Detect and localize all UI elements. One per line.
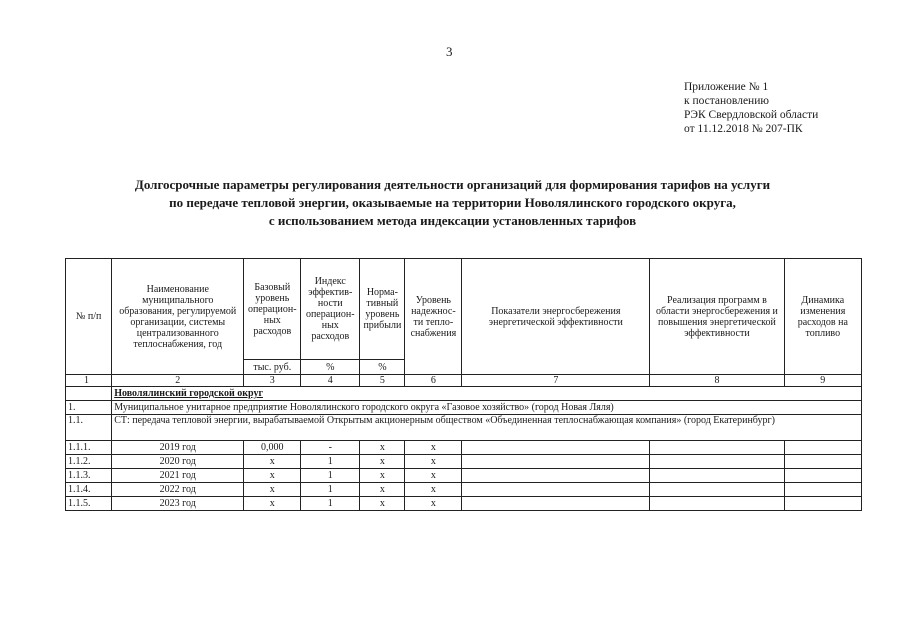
- col-number: 9: [784, 375, 861, 387]
- system-row: [66, 415, 862, 441]
- row-index: 1: [301, 497, 360, 511]
- row-reliability: x: [405, 441, 462, 455]
- system-num: 1.1.: [66, 415, 112, 441]
- col-number: 2: [112, 375, 244, 387]
- document-title: [60, 176, 845, 230]
- table-row: [66, 497, 862, 511]
- row-year: 2021 год: [112, 469, 244, 483]
- title-line: с использованием метода индексации установленных тарифов: [268, 213, 637, 228]
- row-index: 1: [301, 483, 360, 497]
- header-program: Реализация программ в области энергосбережения и повышения энергетической эффективности: [650, 259, 784, 375]
- row-index: -: [301, 441, 360, 455]
- row-norm: x: [360, 455, 405, 469]
- unit-index: %: [301, 360, 360, 375]
- table-row: [66, 469, 862, 483]
- header-base: Базовый уровень операцион-ных расходов: [244, 259, 301, 360]
- section-label: Новолялинский городской округ: [114, 388, 263, 399]
- col-number: 8: [650, 375, 784, 387]
- table-row: [66, 441, 862, 455]
- row-reliability: x: [405, 469, 462, 483]
- appendix-line: Приложение № 1: [684, 81, 769, 93]
- row-norm: x: [360, 469, 405, 483]
- row-base: x: [244, 455, 301, 469]
- col-number: 7: [462, 375, 650, 387]
- row-index: 1: [301, 455, 360, 469]
- row-year: 2023 год: [112, 497, 244, 511]
- row-index: 1: [301, 469, 360, 483]
- page-number: 3: [446, 44, 453, 59]
- row-reliability: x: [405, 455, 462, 469]
- row-num: 1.1.3.: [66, 469, 112, 483]
- col-number: 3: [244, 375, 301, 387]
- col-number: 4: [301, 375, 360, 387]
- appendix-line: к постановлению: [684, 95, 769, 107]
- header-index: Индекс эффектив-ности операцион-ных расходов: [301, 259, 360, 360]
- row-num: 1.1.5.: [66, 497, 112, 511]
- row-num: 1.1.4.: [66, 483, 112, 497]
- table-row: [66, 455, 862, 469]
- header-reliability: Уровень надежнос-ти тепло-снабжения: [405, 259, 462, 375]
- unit-base: тыс. руб.: [244, 360, 301, 375]
- org-num: 1.: [66, 401, 112, 415]
- system-name: СТ: передача тепловой энергии, вырабатываемой Открытым акционерным обществом «Объединенная теплоснабжающая компания» (город Екатеринбург): [112, 415, 862, 441]
- row-base: x: [244, 469, 301, 483]
- org-name: Муниципальное унитарное предприятие Новолялинского городского округа «Газовое хозяйство» (город Новая Ляля): [112, 401, 862, 415]
- org-row: [66, 401, 862, 415]
- row-norm: x: [360, 483, 405, 497]
- header-num: № п/п: [66, 259, 112, 375]
- row-base: x: [244, 497, 301, 511]
- row-norm: x: [360, 441, 405, 455]
- appendix-line: от 11.12.2018 № 207-ПК: [684, 123, 803, 135]
- section-row: [66, 387, 862, 401]
- col-number: 6: [405, 375, 462, 387]
- row-year: 2022 год: [112, 483, 244, 497]
- header-norm: Норма-тивный уровень прибыли: [360, 259, 405, 360]
- col-number: 5: [360, 375, 405, 387]
- header-name: Наименование муниципального образования, регулируемой организации, системы централизованного теплоснабжения, год: [112, 259, 244, 375]
- row-base: x: [244, 483, 301, 497]
- row-reliability: x: [405, 497, 462, 511]
- row-num: 1.1.1.: [66, 441, 112, 455]
- col-number: 1: [66, 375, 112, 387]
- parameters-table: [65, 258, 862, 511]
- unit-norm: %: [360, 360, 405, 375]
- row-norm: x: [360, 497, 405, 511]
- column-numbers-row: [66, 375, 862, 387]
- appendix-line: РЭК Свердловской области: [684, 109, 819, 121]
- row-reliability: x: [405, 483, 462, 497]
- table-row: [66, 483, 862, 497]
- appendix-note: [684, 80, 818, 136]
- title-line: Долгосрочные параметры регулирования деятельности организаций для формирования тарифов на услуги: [134, 177, 771, 192]
- header-energy: Показатели энергосбережения энергетической эффективности: [462, 259, 650, 375]
- row-year: 2019 год: [112, 441, 244, 455]
- row-num: 1.1.2.: [66, 455, 112, 469]
- row-base: 0,000: [244, 441, 301, 455]
- header-fuel: Динамика изменения расходов на топливо: [784, 259, 861, 375]
- row-year: 2020 год: [112, 455, 244, 469]
- title-line: по передаче тепловой энергии, оказываемые на территории Новолялинского городского округа,: [169, 195, 736, 210]
